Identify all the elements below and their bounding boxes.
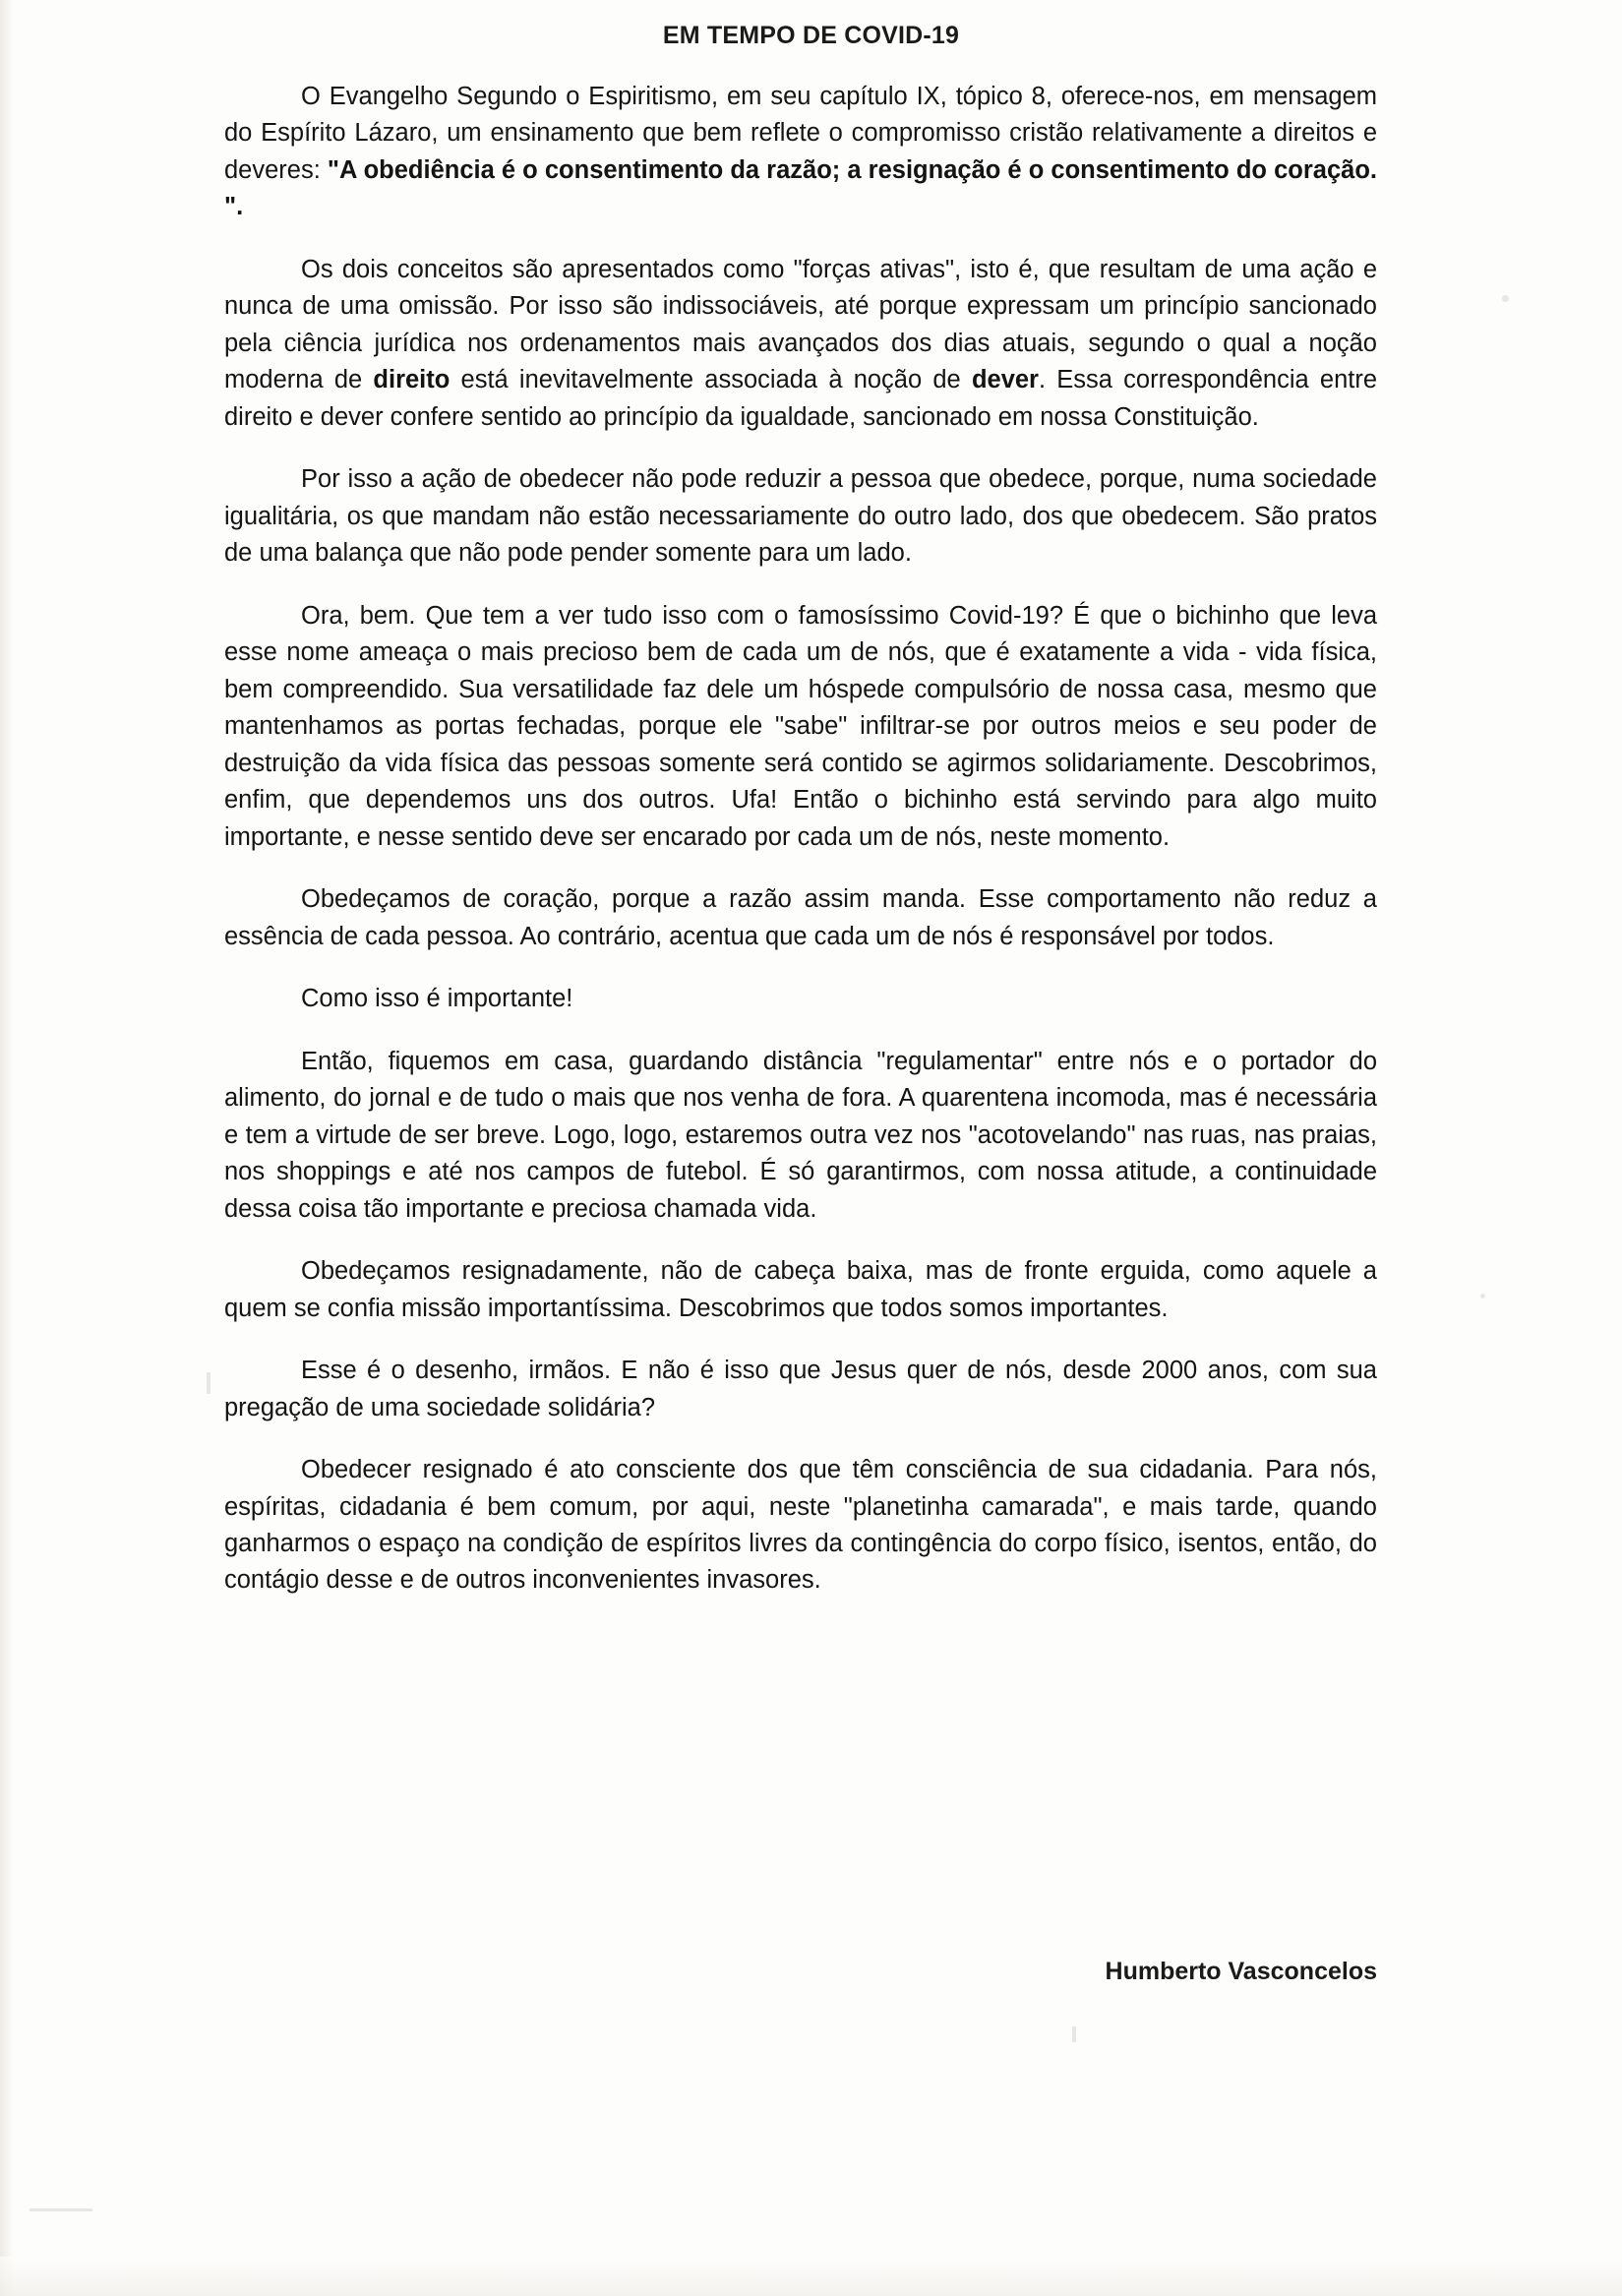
paragraph <box>224 252 1377 436</box>
paragraph <box>224 981 1377 1017</box>
emphasis-text: dever <box>971 366 1039 394</box>
scan-speck <box>1502 295 1509 302</box>
paragraph-text: Os dois conceitos são apresentados como "forças ativas", isto é, que resultam de uma ação e nunca de uma omissão. Por isso são indissociáveis, até porque expressam um princípio sancionado pela ciência jurídica nos ordenamentos mais avançados dos dias atuais, segundo o qual a noção moderna de <box>224 255 1377 394</box>
scan-speck <box>1480 1294 1485 1299</box>
page-title: EM TEMPO DE COVID-19 <box>662 22 960 49</box>
paragraph <box>224 1452 1377 1600</box>
paragraph-text: O Evangelho Segundo o Espiritismo, em seu capítulo IX, tópico 8, oferece-nos, em mensagem do Espírito Lázaro, um ensinamento que bem reflete o compromisso cristão relativamente a direitos e deveres: <box>224 83 1377 184</box>
paragraph-text: Obedeçamos de coração, porque a razão assim manda. Esse comportamento não reduz a essência de cada pessoa. Ao contrário, acentua que cada um de nós é responsável por todos. <box>224 885 1377 950</box>
emphasis-text: "A obediência é o consentimento da razão; a resignação é o consentimento do coração. ". <box>224 155 1377 221</box>
paragraph <box>224 1253 1377 1327</box>
scan-speck <box>207 1372 210 1394</box>
paragraph-text: Obedeçamos resignadamente, não de cabeça baixa, mas de fronte erguida, como aquele a quem se confia missão importantíssima. Descobrimos que todos somos importantes. <box>224 1257 1377 1322</box>
paragraph <box>224 1353 1377 1426</box>
paragraph-text: Ora, bem. Que tem a ver tudo isso com o famosíssimo Covid-19? É que o bichinho que leva esse nome ameaça o mais precioso bem de cada um de nós, que é exatamente a vida - vida física, bem compreendido. Sua versatilidade faz dele um hóspede compulsório de nossa casa, mesmo que mantenhamos as portas fechadas, porque ele "sabe" infiltrar-se por outros meios e seu poder de destruição da vida física das pessoas somente será contido se agirmos solidariamente. Descobrimos, enfim, que dependemos uns dos outros. Ufa! Então o bichinho está servindo para algo muito importante, e nesse sentido deve ser encarado por cada um de nós, neste momento. <box>224 601 1377 851</box>
paragraph-text: . Essa correspondência entre direito e dever confere sentido ao princípio da igualdade, sancionado em nossa Constituição. <box>224 366 1378 431</box>
paragraph-text: Obedecer resignado é ato consciente dos que têm consciência de sua cidadania. Para nós, espíritas, cidadania é bem comum, por aqui, neste "planetinha camarada", e mais tarde, quando ganharmos o espaço na condição de espíritos livres da contingência do corpo físico, isentos, então, do contágio desse e de outros inconvenientes invasores. <box>224 1456 1377 1595</box>
paragraph-text: Por isso a ação de obedecer não pode reduzir a pessoa que obedece, porque, numa sociedade igualitária, os que mandam não estão necessariamente do outro lado, dos que obedecem. São pratos de uma balança que não pode pender somente para um lado. <box>224 465 1377 568</box>
paragraph-text: Esse é o desenho, irmãos. E não é isso que Jesus quer de nós, desde 2000 anos, com sua pregação de uma sociedade solidária? <box>224 1357 1377 1421</box>
paragraph-text: está inevitavelmente associada à noção de <box>450 366 972 394</box>
paragraph <box>224 79 1377 226</box>
paragraph <box>224 881 1377 955</box>
paragraph <box>224 461 1377 572</box>
paragraph-text: Como isso é importante! <box>301 985 573 1013</box>
scan-speck <box>1072 2026 1076 2042</box>
author-signature: Humberto Vasconcelos <box>1105 1958 1377 1985</box>
emphasis-text: direito <box>373 366 451 394</box>
scan-edge-left <box>0 0 14 2296</box>
scan-edge-bottom <box>0 2257 1622 2296</box>
document-body <box>224 79 1377 1625</box>
scan-speck <box>30 2208 92 2211</box>
paragraph <box>224 1044 1377 1228</box>
paragraph-text: Então, fiquemos em casa, guardando distância "regulamentar" entre nós e o portador do alimento, do jornal e de tudo o mais que nos venha de fora. A quarentena incomoda, mas é necessária e tem a virtude de ser breve. Logo, logo, estaremos outra vez nos "acotovelando" nas ruas, nas praias, nos shoppings e até nos campos de futebol. É só garantirmos, com nossa atitude, a continuidade dessa coisa tão importante e preciosa chamada vida. <box>224 1047 1377 1223</box>
paragraph <box>224 598 1377 856</box>
